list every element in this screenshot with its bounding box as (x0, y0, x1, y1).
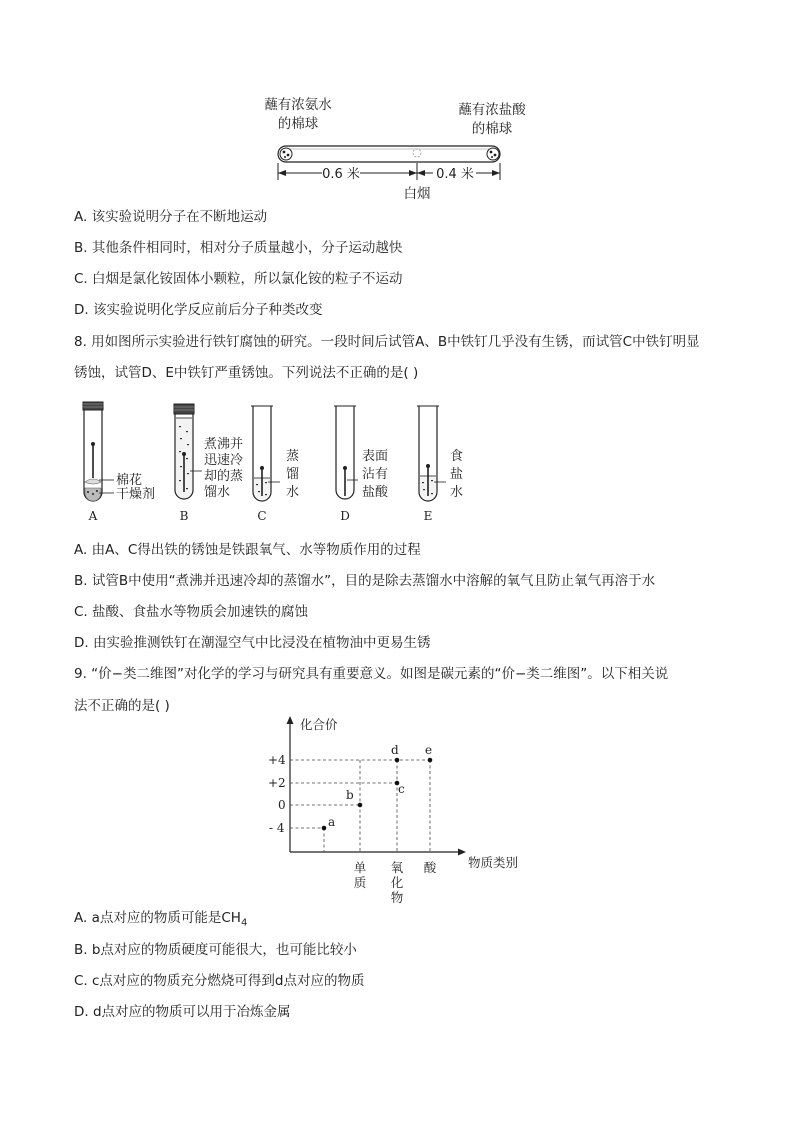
y-tick-plus2: +2 (268, 776, 286, 790)
tube-b-label-line1: 煮沸并 (204, 437, 244, 452)
tube-a-label-cotton: 棉花 (116, 473, 143, 488)
q9-option-d: D. d点对应的物质可以用于冶炼金属 (74, 1004, 291, 1020)
x-category-label-char: 物 (390, 890, 404, 905)
q8-stem-line2: 锈蚀，试管D、E中铁钉严重锈蚀。下列说法不正确的是( ) (74, 365, 419, 381)
tube-e-letter: E (423, 509, 433, 523)
smoke-label: 白烟 (403, 186, 431, 202)
q7-option-c: C. 白烟是氯化铵固体小颗粒，所以氯化铵的粒子不运动 (74, 271, 403, 287)
tube-e (417, 406, 463, 523)
q9-option-a-subscript: 4 (240, 917, 248, 929)
tube-d-label-line1: 表面 (362, 449, 389, 464)
tube-e-label-line3: 水 (450, 485, 464, 500)
tube-d-label-line3: 盐酸 (362, 485, 389, 500)
figure-q8-test-tubes (66, 396, 486, 528)
q8-option-d: D. 由实验推测铁钉在潮湿空气中比浸没在植物油中更易生锈 (74, 635, 431, 651)
x-category-labels (354, 860, 437, 905)
tube-c-label-line1: 蒸 (286, 449, 300, 464)
x-category-label-char: 酸 (423, 860, 437, 875)
left-ball-label-line1: 蘸有浓氨水 (264, 97, 332, 113)
tube-b-label-line4: 馏水 (204, 485, 231, 500)
left-ball-label-line2: 的棉球 (277, 116, 319, 132)
tube-c-label-line2: 馏 (286, 467, 300, 482)
tube-c-label-line3: 水 (286, 485, 300, 500)
tube-a (83, 402, 155, 523)
tube-d-label-line2: 沾有 (362, 467, 389, 482)
x-axis-label: 物质类别 (468, 855, 519, 870)
q9-stem-line1: 9. “价−类二维图”对化学的学习与研究具有重要意义。如图是碳元素的“价−类二维图”。以下相关说 (74, 666, 669, 682)
distance-left: 0.6 米 (322, 167, 360, 182)
x-axis-arrow (458, 849, 466, 856)
q9-option-b: B. b点对应的物质硬度可能很大，也可能比较小 (74, 942, 357, 958)
right-cotton-ball (487, 148, 499, 160)
y-axis-label: 化合价 (300, 717, 338, 732)
point-a (322, 826, 327, 831)
tube-e-label-line2: 盐 (450, 467, 464, 482)
tube-c (251, 406, 299, 523)
y-tick-plus4: +4 (268, 753, 286, 767)
left-cotton-ball (280, 148, 292, 160)
right-ball-label-line1: 蘸有浓盐酸 (458, 102, 526, 118)
point-e-label: e (425, 743, 433, 757)
y-axis-arrow (287, 716, 294, 724)
tube-e-label-line1: 食 (450, 449, 464, 464)
tube-d-letter: D (340, 509, 350, 523)
point-d-label: d (391, 743, 399, 757)
q9-stem-line2: 法不正确的是( ) (74, 698, 170, 714)
figure-q7-tube (250, 90, 550, 205)
tube-a-label-desiccant: 干燥剂 (116, 487, 156, 502)
q8-option-c: C. 盐酸、食盐水等物质会加速铁的腐蚀 (74, 604, 309, 620)
point-b (358, 803, 363, 808)
q7-option-b: B. 其他条件相同时，相对分子质量越小，分子运动越快 (74, 240, 403, 256)
q8-option-b: B. 试管B中使用“煮沸并迅速冷却的蒸馏水”，目的是除去蒸馏水中溶解的氧气且防止氧气再溶于水 (74, 573, 656, 589)
point-e (428, 758, 433, 763)
q8-option-a: A. 由A、C得出铁的锈蚀是铁跟氧气、水等物质作用的过程 (74, 542, 421, 558)
y-tick-0: 0 (278, 798, 286, 812)
q9-option-a (74, 909, 247, 933)
right-ball-label-line2: 的棉球 (471, 121, 513, 137)
q9-option-a-text: A. a点对应的物质可能是CH (74, 910, 241, 926)
tube-c-letter: C (257, 509, 267, 523)
q8-stem-line1: 8. 用如图所示实验进行铁钉腐蚀的研究。一段时间后试管A、B中铁钉几乎没有生锈，而试管C中铁钉明显 (74, 334, 700, 350)
x-category-label-char: 化 (390, 875, 404, 890)
x-category-label-char: 单 (353, 860, 367, 875)
point-d (395, 758, 400, 763)
point-a-label: a (328, 815, 336, 829)
tube-a-letter: A (88, 509, 98, 523)
distance-right: 0.4 米 (436, 167, 474, 182)
tube-b-label-line2: 迅速冷 (204, 453, 244, 468)
q7-option-d: D. 该实验说明化学反应前后分子种类改变 (74, 302, 323, 318)
tube-b-letter: B (179, 509, 189, 523)
tube-d (334, 406, 389, 523)
tube-b-label-line3: 却的蒸 (204, 469, 244, 484)
q9-option-c: C. c点对应的物质充分燃烧可得到d点对应的物质 (74, 973, 365, 989)
point-c-label: c (398, 782, 405, 796)
x-category-label-char: 质 (353, 875, 367, 890)
tube-b (174, 404, 243, 523)
x-category-label-char: 氧 (390, 860, 404, 875)
point-b-label: b (346, 788, 354, 802)
glass-tube (278, 146, 500, 162)
figure-q9-valence-class-chart (260, 712, 550, 907)
y-tick-minus4: - 4 (269, 821, 285, 835)
q7-option-a: A. 该实验说明分子在不断地运动 (74, 209, 268, 225)
